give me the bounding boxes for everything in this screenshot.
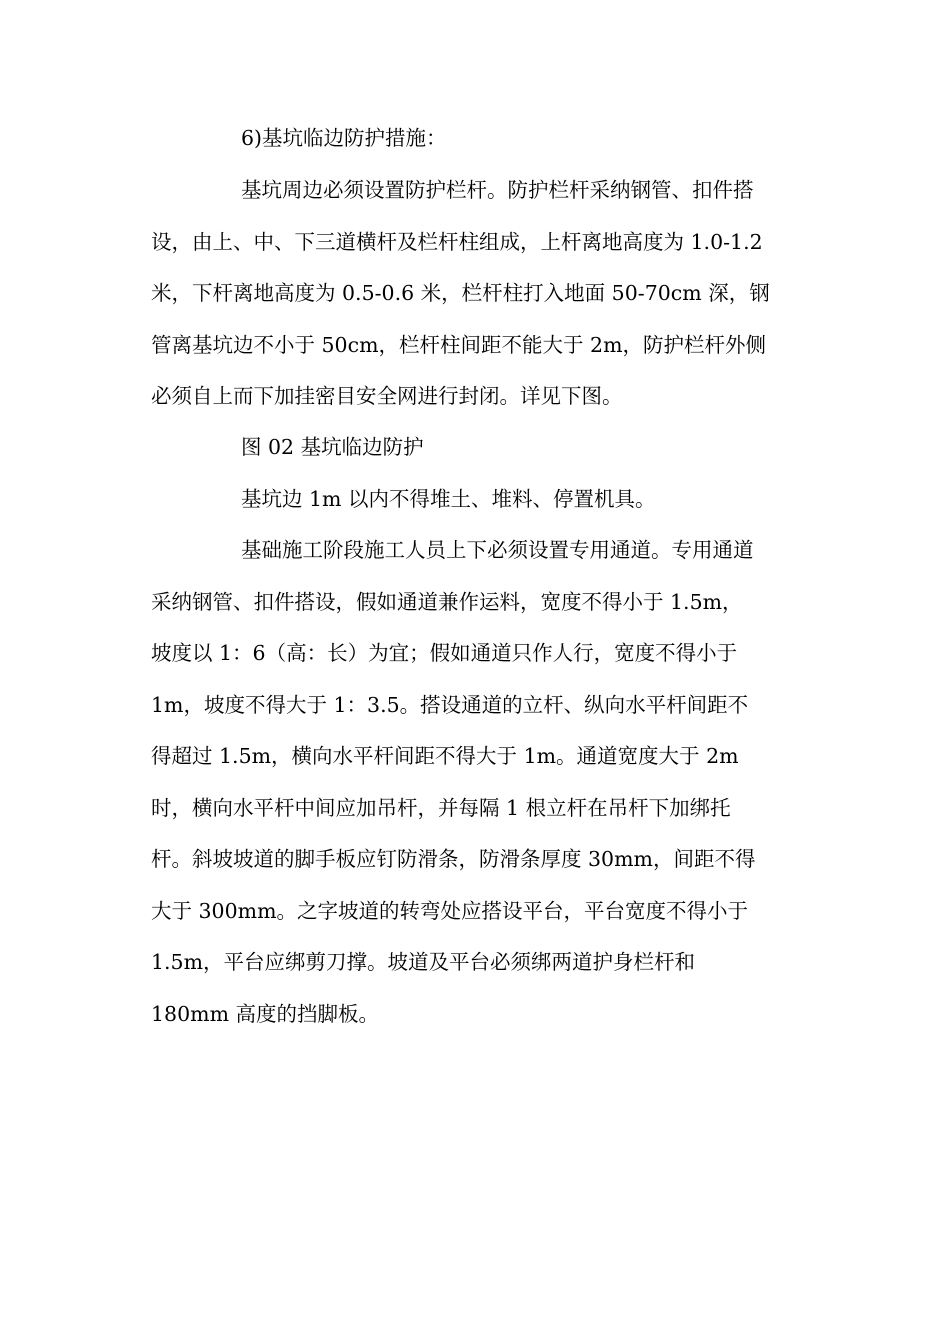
paragraph-line: 米，下杆离地高度为 0.5-0.6 米，栏杆柱打入地面 50-70cm 深，钢 — [151, 281, 770, 305]
paragraph-line: 基坑周边必须设置防护栏杆。防护栏杆采纳钢管、扣件搭 — [241, 178, 754, 202]
paragraph-line: 杆。斜坡坡道的脚手板应钉防滑条，防滑条厚度 30mm，间距不得 — [151, 847, 756, 871]
paragraph-line: 采纳钢管、扣件搭设，假如通道兼作运料，宽度不得小于 1.5m， — [151, 590, 743, 614]
paragraph-line: 必须自上而下加挂密目安全网进行封闭。详见下图。 — [151, 384, 623, 408]
paragraph-line: 1.5m，平台应绑剪刀撑。坡道及平台必须绑两道护身栏杆和 — [151, 950, 696, 974]
paragraph-line: 坡度以 1：6（高：长）为宜；假如通道只作人行，宽度不得小于 — [151, 641, 738, 665]
paragraph-pit-edge: 基坑边 1m 以内不得堆土、堆料、停置机具。 — [241, 487, 656, 511]
paragraph-line: 180mm 高度的挡脚板。 — [151, 1002, 380, 1026]
paragraph-line: 基础施工阶段施工人员上下必须设置专用通道。专用通道 — [241, 538, 754, 562]
paragraph-line: 设，由上、中、下三道横杆及栏杆柱组成，上杆离地高度为 1.0-1.2 — [151, 230, 763, 254]
paragraph-line: 得超过 1.5m，横向水平杆间距不得大于 1m。通道宽度大于 2m — [151, 744, 739, 768]
paragraph-line: 大于 300mm。之字坡道的转弯处应搭设平台，平台宽度不得小于 — [151, 899, 749, 923]
paragraph-line: 时，横向水平杆中间应加吊杆，并每隔 1 根立杆在吊杆下加绑托 — [151, 796, 731, 820]
paragraph-line: 管离基坑边不小于 50cm，栏杆柱间距不能大于 2m，防护栏杆外侧 — [151, 333, 767, 357]
paragraph-line: 1m，坡度不得大于 1：3.5。搭设通道的立杆、纵向水平杆间距不 — [151, 693, 749, 717]
figure-caption: 图 02 基坑临边防护 — [241, 435, 424, 459]
section-heading: 6)基坑临边防护措施： — [241, 126, 447, 150]
